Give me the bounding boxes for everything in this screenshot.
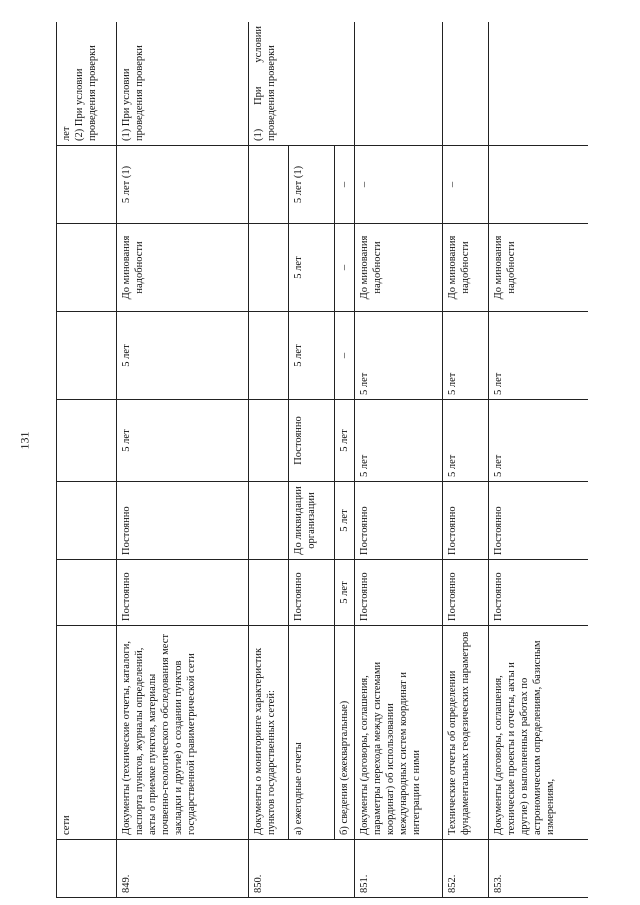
cell-value: Постоянно <box>117 482 249 560</box>
cell-value: 5 лет (1) <box>289 146 335 224</box>
cell-value: 5 лет <box>443 312 489 400</box>
retention-schedule-table <box>56 22 588 898</box>
cell-value: Постоянно <box>489 482 589 560</box>
cell-value: 5 лет <box>355 400 443 482</box>
cell-value: 5 лет <box>335 482 355 560</box>
cell-note: (1) При условии проведения проверки <box>249 22 355 146</box>
page-number-text: 131 <box>17 431 32 449</box>
rotated-table-container <box>56 22 588 898</box>
cell-value: До минования надобности <box>489 224 589 312</box>
cell-value: 5 лет <box>355 312 443 400</box>
cell-value: 5 лет <box>335 560 355 626</box>
cell-value: 5 лет <box>117 400 249 482</box>
cell-num: 849. <box>117 840 249 898</box>
table-row <box>117 22 249 898</box>
cell-value: – <box>335 146 355 224</box>
table-viewport <box>56 22 588 898</box>
cell-value: Постоянно <box>289 400 335 482</box>
cell-name: Технические отчеты об определении фундаментальных геодезических параметров <box>443 626 489 840</box>
cell-value: 5 лет <box>335 400 355 482</box>
cell-value: До минования надобности <box>355 224 443 312</box>
cell-name: Документы (технические отчеты, каталоги, паспорта пунктов, журналы определений, акты о приемке пунктов, материалы почвенно-геологического обследования мест закладки и другие) о создании пунктов государственной гравиметрической сети <box>117 626 249 840</box>
cell-num: 850. <box>249 840 355 898</box>
table-row <box>57 22 117 898</box>
table-row <box>289 22 335 898</box>
cell-note: (1) При условии проведения проверки <box>117 22 249 146</box>
cell-value: – <box>443 146 489 224</box>
cell-value: До минования надобности <box>443 224 489 312</box>
cell-value: – <box>335 224 355 312</box>
cell-value: До минования надобности <box>117 224 249 312</box>
cell-name: б) сведения (ежеквартальные) <box>335 626 355 840</box>
cell-value: 5 лет <box>489 400 589 482</box>
cell-value: Постоянно <box>443 560 489 626</box>
cell-value: Постоянно <box>355 482 443 560</box>
cell-value: – <box>335 312 355 400</box>
cell-value: Постоянно <box>117 560 249 626</box>
table-row <box>443 22 489 898</box>
cell-num: 852. <box>443 840 489 898</box>
cell-value: 5 лет <box>489 312 589 400</box>
cell-num <box>57 840 117 898</box>
table-row <box>249 22 289 898</box>
cell-value: Постоянно <box>289 560 335 626</box>
page-number <box>14 420 36 460</box>
cell-note: лет (2) При условии проведения проверки <box>57 22 117 146</box>
cell-name: Документы о мониторинге характеристик пунктов государственных сетей: <box>249 626 289 840</box>
cell-value: 5 лет <box>117 312 249 400</box>
cell-value: 5 лет <box>289 224 335 312</box>
cell-name: Документы (договоры, соглашения, параметры перехода между системами координат) об использовании международных систем координат и интеграции с ними <box>355 626 443 840</box>
cell-name: Документы (договоры, соглашения, технические проекты и отчеты, акты и другие) о выполненных работах по астрономическим определениям, базисным измерениям, <box>489 626 589 840</box>
table-row <box>489 22 589 898</box>
table-row <box>355 22 443 898</box>
cell-value: 5 лет <box>443 400 489 482</box>
cell-value: Постоянно <box>443 482 489 560</box>
cell-value: Постоянно <box>355 560 443 626</box>
cell-value: 5 лет (1) <box>117 146 249 224</box>
cell-name: сети <box>57 626 117 840</box>
cell-num: 851. <box>355 840 443 898</box>
cell-value: 5 лет <box>289 312 335 400</box>
cell-value: Постоянно <box>489 560 589 626</box>
cell-num: 853. <box>489 840 589 898</box>
cell-value: – <box>355 146 443 224</box>
table-row <box>335 22 355 898</box>
cell-name: а) ежегодные отчеты <box>289 626 335 840</box>
cell-value: До ликвидации организации <box>289 482 335 560</box>
